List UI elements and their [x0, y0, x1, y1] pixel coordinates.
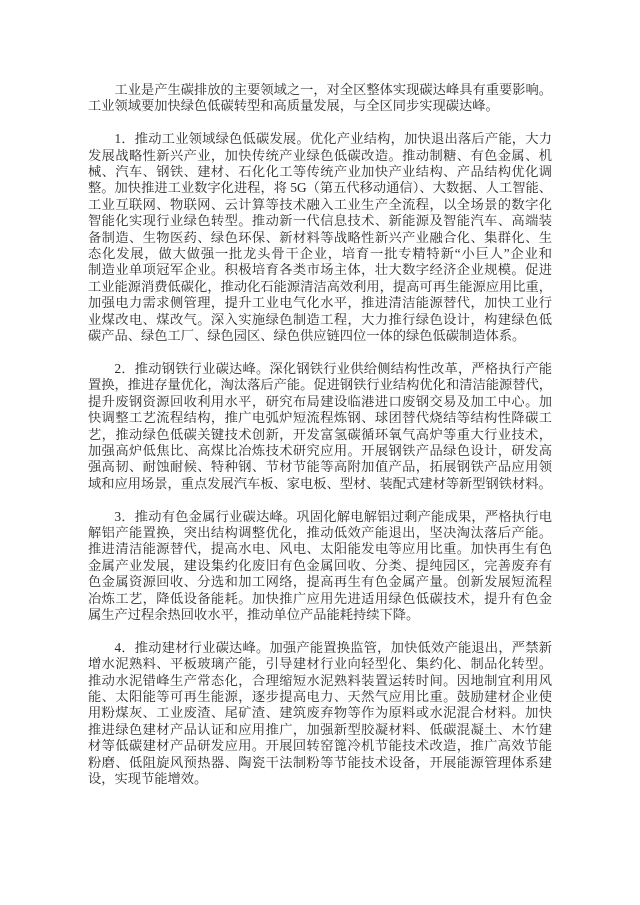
text-line: 加强高炉低焦比、高煤比冶炼技术研究应用。开展钢铁产品绿色设计，研发高: [88, 442, 552, 458]
text-line: 色金属资源回收、分选和加工网络，提高再生有色金属产量。创新发展短流程: [88, 574, 552, 590]
text-line: 业煤改电、煤改气。深入实施绿色制造工程，大力推行绿色设计，构建绿色低: [88, 311, 552, 327]
text-line: 备制造、生物医药、绿色环保、新材料等战略性新兴产业融合化、集群化、生: [88, 229, 552, 245]
item-2-steel-carbon-peak: [88, 361, 552, 492]
text-line: 加强电力需求侧管理，提升工业电气化水平，推进清洁能源替代，加快工业行: [88, 295, 552, 311]
text-line: 金属产业发展，建设集约化废旧有色金属回收、分类、提纯园区，完善废弃有: [88, 557, 552, 573]
text-line: 强高韧、耐蚀耐候、特种钢、节材节能等高附加值产品，拓展钢铁产品应用领: [88, 459, 552, 475]
text-line: 解铝产能置换，突出结构调整优化，推动低效产能退出，坚决淘汰落后产能。: [88, 524, 552, 540]
item-1-industry-green-development: [88, 131, 552, 344]
text-line: 粉磨、低阻旋风预热器、陶瓷干法制粉等节能技术设备，开展能源管理体系建: [88, 754, 552, 770]
text-line: 2．推动钢铁行业碳达峰。深化钢铁行业供给侧结构性改革，严格执行产能: [114, 360, 552, 376]
text-line: 工业能源消费低碳化，推动化石能源清洁高效利用，提高可再生能源应用比重，: [88, 278, 552, 294]
text-line: 用粉煤灰、工业废渣、尾矿渣、建筑废弃物等作为原料或水泥混合材料。加快: [88, 705, 552, 721]
item-4-building-materials-carbon-peak: [88, 640, 552, 788]
text-line: 发展战略性新兴产业，加快传统产业绿色低碳改造。推动制糖、有色金属、机: [88, 147, 552, 163]
text-line: 制造业单项冠军企业。积极培育各类市场主体，壮大数字经济企业规模。促进: [88, 262, 552, 278]
text-line: 冶炼工艺，降低设备能耗。加快推广应用先进适用绿色低碳技术，提升有色金: [88, 590, 552, 606]
text-line: 域和应用场景，重点发展汽车板、家电板、型材、装配式建材等新型钢铁材料。: [88, 475, 552, 491]
text-line: 艺，推动绿色低碳关键技术创新，开发富氢碳循环氧气高炉等重大行业技术，: [88, 426, 552, 442]
text-line: 快调整工艺流程结构，推广电弧炉短流程炼钢、球团替代烧结等结构性降碳工: [88, 410, 552, 426]
text-line: 态化发展，做大做强一批龙头骨干企业，培育一批专精特新“小巨人”企业和: [88, 246, 552, 262]
text-line: 材等低碳建材产品研发应用。开展回转窑篦冷机节能技术改造，推广高效节能: [88, 738, 552, 754]
text-line: 整。加快推进工业数字化进程，将 5G（第五代移动通信）、大数据、人工智能、: [88, 180, 552, 196]
text-line: 械、汽车、钢铁、建材、石化化工等传统产业加快产业结构、产品结构优化调: [88, 164, 552, 180]
text-line: 设，实现节能增效。: [88, 771, 208, 786]
text-line: 碳产品、绿色工厂、绿色园区、绿色供应链四位一体的绿色低碳制造体系。: [88, 328, 526, 344]
text-line: 推进绿色建材产品认证和应用推广，加强新型胶凝材料、低碳混凝土、木竹建: [88, 721, 552, 737]
text-line: 增水泥熟料、平板玻璃产能，引导建材行业向轻型化、集约化、制品化转型。: [88, 656, 552, 672]
text-line: 推进清洁能源替代，提高水电、风电、太阳能发电等应用比重。加快再生有色: [88, 541, 552, 557]
text-line: 提升废钢资源回收利用水平，研究布局建设临港进口废钢交易及加工中心。加: [88, 393, 552, 409]
text-line: 属生产过程余热回收水平，推动单位产品能耗持续下降。: [88, 606, 420, 622]
document-page: [88, 82, 552, 787]
text-line: 能、太阳能等可再生能源，逐步提高电力、天然气应用比重。鼓励建材企业使: [88, 688, 552, 704]
text-line: 置换，推进存量优化，淘汰落后产能。促进钢铁行业结构优化和清洁能源替代，: [88, 377, 552, 393]
item-3-nonferrous-metals-carbon-peak: [88, 509, 552, 624]
text-line: 智能化实现行业绿色转型。推动新一代信息技术、新能源及智能汽车、高端装: [88, 213, 552, 229]
text-line: 推动水泥错峰生产常态化，合理缩短水泥熟料装置运转时间。因地制宜利用风: [88, 672, 552, 688]
text-line: 工业领域要加快绿色低碳转型和高质量发展，与全区同步实现碳达峰。: [88, 98, 499, 114]
text-line: 工业互联网、物联网、云计算等技术融入工业生产全流程，以全场景的数字化: [88, 196, 552, 212]
text-line: 工业是产生碳排放的主要领域之一，对全区整体实现碳达峰具有重要影响。: [114, 82, 552, 97]
text-line: 3．推动有色金属行业碳达峰。巩固化解电解铝过剩产能成果，严格执行电: [114, 508, 552, 524]
text-line: 4．推动建材行业碳达峰。加强产能置换监管，加快低效产能退出，严禁新: [114, 639, 552, 655]
intro-paragraph: [88, 82, 552, 115]
text-line: 1．推动工业领域绿色低碳发展。优化产业结构，加快退出落后产能，大力: [114, 131, 552, 147]
